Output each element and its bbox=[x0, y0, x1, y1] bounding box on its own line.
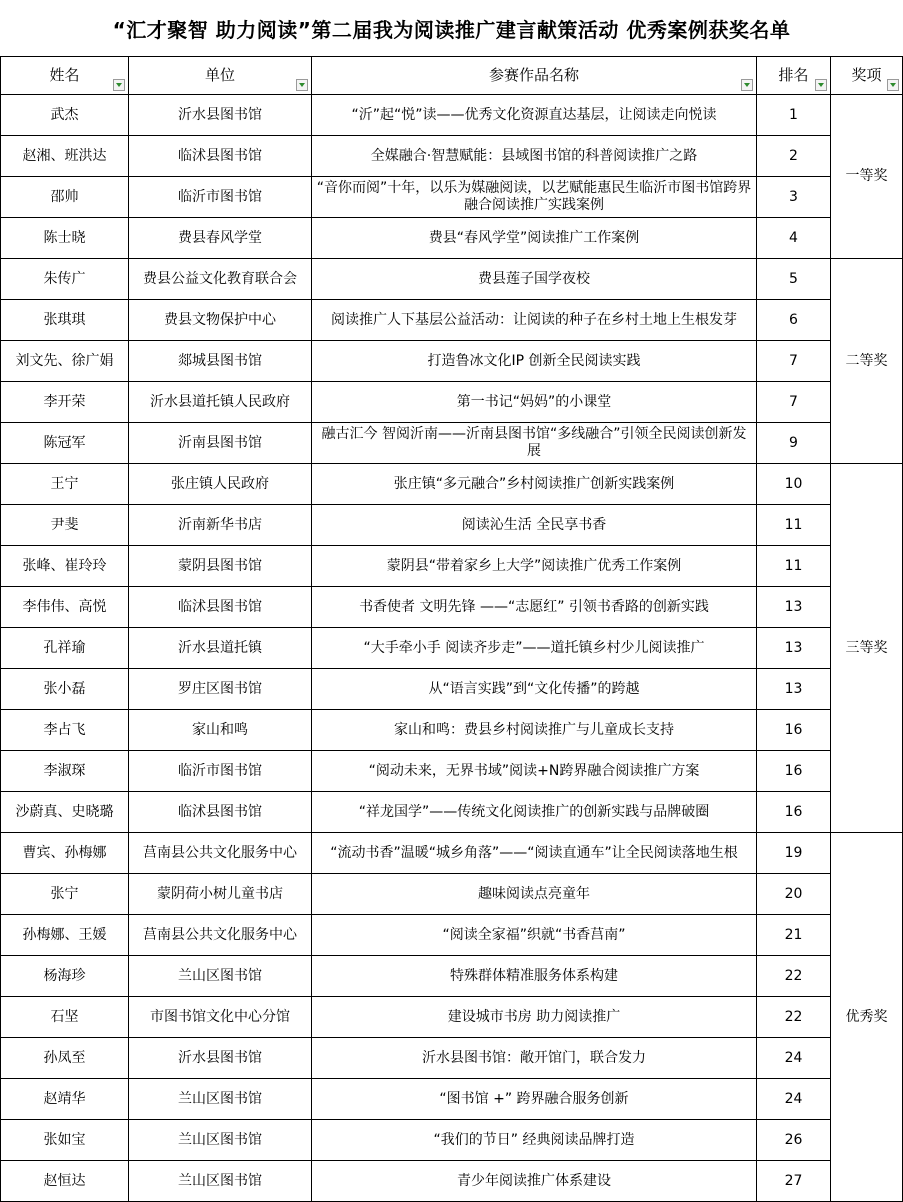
filter-dropdown-icon[interactable] bbox=[296, 79, 308, 91]
cell-unit: 沂水县图书馆 bbox=[129, 95, 312, 136]
table-row bbox=[1, 1038, 903, 1079]
cell-rank: 11 bbox=[757, 505, 831, 546]
cell-name: 张宁 bbox=[1, 874, 129, 915]
cell-unit: 兰山区图书馆 bbox=[129, 956, 312, 997]
table-body bbox=[1, 95, 903, 1202]
cell-work: 趣味阅读点亮童年 bbox=[312, 874, 757, 915]
cell-rank: 7 bbox=[757, 382, 831, 423]
filter-dropdown-icon[interactable] bbox=[741, 79, 753, 91]
column-header-name: 姓名 bbox=[1, 57, 129, 95]
cell-work: 沂水县图书馆：敞开馆门，联合发力 bbox=[312, 1038, 757, 1079]
cell-work: 蒙阴县“带着家乡上大学”阅读推广优秀工作案例 bbox=[312, 546, 757, 587]
cell-name: 张峰、崔玲玲 bbox=[1, 546, 129, 587]
table-row bbox=[1, 341, 903, 382]
cell-rank: 1 bbox=[757, 95, 831, 136]
cell-name: 石坚 bbox=[1, 997, 129, 1038]
cell-rank: 2 bbox=[757, 136, 831, 177]
cell-work: “图书馆 +” 跨界融合服务创新 bbox=[312, 1079, 757, 1120]
cell-name: 李占飞 bbox=[1, 710, 129, 751]
table-row bbox=[1, 874, 903, 915]
cell-unit: 蒙阴荷小树儿童书店 bbox=[129, 874, 312, 915]
cell-unit: 临沂市图书馆 bbox=[129, 751, 312, 792]
cell-unit: 兰山区图书馆 bbox=[129, 1120, 312, 1161]
cell-name: 张琪琪 bbox=[1, 300, 129, 341]
column-header-unit: 单位 bbox=[129, 57, 312, 95]
cell-name: 赵恒达 bbox=[1, 1161, 129, 1202]
filter-dropdown-icon[interactable] bbox=[815, 79, 827, 91]
cell-name: 张小磊 bbox=[1, 669, 129, 710]
header-row bbox=[1, 57, 903, 95]
cell-name: 王宁 bbox=[1, 464, 129, 505]
cell-rank: 20 bbox=[757, 874, 831, 915]
cell-name: 尹斐 bbox=[1, 505, 129, 546]
cell-unit: 兰山区图书馆 bbox=[129, 1161, 312, 1202]
cell-unit: 费县文物保护中心 bbox=[129, 300, 312, 341]
cell-award: 三等奖 bbox=[831, 464, 903, 833]
cell-name: 赵湘、班洪达 bbox=[1, 136, 129, 177]
cell-rank: 3 bbox=[757, 177, 831, 218]
cell-unit: 沂南县图书馆 bbox=[129, 423, 312, 464]
cell-name: 孙梅娜、王媛 bbox=[1, 915, 129, 956]
table-row bbox=[1, 259, 903, 300]
filter-dropdown-icon[interactable] bbox=[113, 79, 125, 91]
cell-work: “流动书香”温暖“城乡角落”——“阅读直通车”让全民阅读落地生根 bbox=[312, 833, 757, 874]
cell-name: 孙凤至 bbox=[1, 1038, 129, 1079]
cell-work: 书香使者 文明先锋 ——“志愿红” 引领书香路的创新实践 bbox=[312, 587, 757, 628]
cell-unit: 费县春风学堂 bbox=[129, 218, 312, 259]
cell-rank: 24 bbox=[757, 1038, 831, 1079]
cell-rank: 11 bbox=[757, 546, 831, 587]
table-row bbox=[1, 218, 903, 259]
cell-name: 李伟伟、高悦 bbox=[1, 587, 129, 628]
cell-unit: 沂水县图书馆 bbox=[129, 1038, 312, 1079]
cell-work: 全媒融合·智慧赋能：县域图书馆的科普阅读推广之路 bbox=[312, 136, 757, 177]
cell-rank: 16 bbox=[757, 792, 831, 833]
table-row bbox=[1, 505, 903, 546]
cell-unit: 莒南县公共文化服务中心 bbox=[129, 833, 312, 874]
table-row bbox=[1, 792, 903, 833]
cell-work: 打造鲁冰文化IP 创新全民阅读实践 bbox=[312, 341, 757, 382]
table-row bbox=[1, 382, 903, 423]
cell-rank: 19 bbox=[757, 833, 831, 874]
table-row bbox=[1, 833, 903, 874]
cell-rank: 10 bbox=[757, 464, 831, 505]
cell-name: 陈冠军 bbox=[1, 423, 129, 464]
cell-unit: 张庄镇人民政府 bbox=[129, 464, 312, 505]
cell-name: 张如宝 bbox=[1, 1120, 129, 1161]
cell-rank: 5 bbox=[757, 259, 831, 300]
cell-unit: 郯城县图书馆 bbox=[129, 341, 312, 382]
cell-work: “沂”起“悦”读——优秀文化资源直达基层，让阅读走向悦读 bbox=[312, 95, 757, 136]
cell-work: 第一书记“妈妈”的小课堂 bbox=[312, 382, 757, 423]
cell-unit: 临沭县图书馆 bbox=[129, 136, 312, 177]
cell-unit: 沂水县道托镇人民政府 bbox=[129, 382, 312, 423]
cell-name: 刘文先、徐广娟 bbox=[1, 341, 129, 382]
page-title: “汇才聚智 助力阅读”第二届我为阅读推广建言献策活动 优秀案例获奖名单 bbox=[112, 17, 791, 42]
cell-work: 阅读沁生活 全民享书香 bbox=[312, 505, 757, 546]
cell-work: 费县“春风学堂”阅读推广工作案例 bbox=[312, 218, 757, 259]
table-row bbox=[1, 177, 903, 218]
cell-unit: 蒙阴县图书馆 bbox=[129, 546, 312, 587]
cell-unit: 市图书馆文化中心分馆 bbox=[129, 997, 312, 1038]
cell-name: 赵靖华 bbox=[1, 1079, 129, 1120]
table-row bbox=[1, 751, 903, 792]
cell-work: 费县莲子国学夜校 bbox=[312, 259, 757, 300]
cell-rank: 9 bbox=[757, 423, 831, 464]
table-row bbox=[1, 95, 903, 136]
cell-rank: 16 bbox=[757, 710, 831, 751]
cell-unit: 莒南县公共文化服务中心 bbox=[129, 915, 312, 956]
table-row bbox=[1, 710, 903, 751]
cell-name: 陈士晓 bbox=[1, 218, 129, 259]
cell-rank: 27 bbox=[757, 1161, 831, 1202]
cell-name: 孔祥瑜 bbox=[1, 628, 129, 669]
cell-work: “音你而阅”十年，以乐为媒融阅读，以艺赋能惠民生临沂市图书馆跨界融合阅读推广实践案例 bbox=[312, 177, 757, 218]
table-row bbox=[1, 464, 903, 505]
table-row bbox=[1, 956, 903, 997]
cell-name: 邵帅 bbox=[1, 177, 129, 218]
cell-rank: 13 bbox=[757, 669, 831, 710]
cell-rank: 24 bbox=[757, 1079, 831, 1120]
cell-work: “祥龙国学”——传统文化阅读推广的创新实践与品牌破圈 bbox=[312, 792, 757, 833]
cell-name: 武杰 bbox=[1, 95, 129, 136]
cell-unit: 沂水县道托镇 bbox=[129, 628, 312, 669]
cell-rank: 16 bbox=[757, 751, 831, 792]
cell-award: 一等奖 bbox=[831, 95, 903, 259]
cell-name: 李开荣 bbox=[1, 382, 129, 423]
cell-work: “阅动未来，无界书域”阅读+N跨界融合阅读推广方案 bbox=[312, 751, 757, 792]
cell-work: “阅读全家福”织就“书香莒南” bbox=[312, 915, 757, 956]
column-header-rank: 排名 bbox=[757, 57, 831, 95]
cell-unit: 罗庄区图书馆 bbox=[129, 669, 312, 710]
cell-rank: 7 bbox=[757, 341, 831, 382]
table-row bbox=[1, 1161, 903, 1202]
cell-rank: 13 bbox=[757, 628, 831, 669]
cell-award: 二等奖 bbox=[831, 259, 903, 464]
table-row bbox=[1, 423, 903, 464]
cell-work: 特殊群体精准服务体系构建 bbox=[312, 956, 757, 997]
cell-unit: 费县公益文化教育联合会 bbox=[129, 259, 312, 300]
table-row bbox=[1, 669, 903, 710]
table-row bbox=[1, 136, 903, 177]
table-row bbox=[1, 915, 903, 956]
cell-unit: 沂南新华书店 bbox=[129, 505, 312, 546]
cell-work: 家山和鸣：费县乡村阅读推广与儿童成长支持 bbox=[312, 710, 757, 751]
cell-rank: 13 bbox=[757, 587, 831, 628]
cell-rank: 21 bbox=[757, 915, 831, 956]
cell-work: 阅读推广人下基层公益活动：让阅读的种子在乡村土地上生根发芽 bbox=[312, 300, 757, 341]
cell-work: 青少年阅读推广体系建设 bbox=[312, 1161, 757, 1202]
cell-work: “大手牵小手 阅读齐步走”——道托镇乡村少儿阅读推广 bbox=[312, 628, 757, 669]
cell-rank: 4 bbox=[757, 218, 831, 259]
cell-name: 沙蔚真、史晓璐 bbox=[1, 792, 129, 833]
cell-name: 杨海珍 bbox=[1, 956, 129, 997]
cell-unit: 兰山区图书馆 bbox=[129, 1079, 312, 1120]
cell-work: 融古汇今 智阅沂南——沂南县图书馆“多线融合”引领全民阅读创新发展 bbox=[312, 423, 757, 464]
table-row bbox=[1, 546, 903, 587]
column-header-award: 奖项 bbox=[831, 57, 903, 95]
table-row bbox=[1, 997, 903, 1038]
cell-work: “我们的节日” 经典阅读品牌打造 bbox=[312, 1120, 757, 1161]
cell-unit: 临沭县图书馆 bbox=[129, 587, 312, 628]
cell-work: 从“语言实践”到“文化传播”的跨越 bbox=[312, 669, 757, 710]
cell-rank: 6 bbox=[757, 300, 831, 341]
cell-work: 建设城市书房 助力阅读推广 bbox=[312, 997, 757, 1038]
table-row bbox=[1, 1120, 903, 1161]
cell-unit: 临沂市图书馆 bbox=[129, 177, 312, 218]
cell-work: 张庄镇“多元融合”乡村阅读推广创新实践案例 bbox=[312, 464, 757, 505]
table-row bbox=[1, 1079, 903, 1120]
cell-unit: 家山和鸣 bbox=[129, 710, 312, 751]
cell-unit: 临沭县图书馆 bbox=[129, 792, 312, 833]
cell-rank: 22 bbox=[757, 956, 831, 997]
cell-name: 曹宾、孙梅娜 bbox=[1, 833, 129, 874]
award-table bbox=[0, 56, 903, 1202]
cell-rank: 22 bbox=[757, 997, 831, 1038]
cell-rank: 26 bbox=[757, 1120, 831, 1161]
table-row bbox=[1, 628, 903, 669]
cell-award: 优秀奖 bbox=[831, 833, 903, 1202]
table-row bbox=[1, 587, 903, 628]
column-header-work: 参赛作品名称 bbox=[312, 57, 757, 95]
filter-dropdown-icon[interactable] bbox=[887, 79, 899, 91]
cell-name: 朱传广 bbox=[1, 259, 129, 300]
cell-name: 李淑琛 bbox=[1, 751, 129, 792]
table-row bbox=[1, 300, 903, 341]
